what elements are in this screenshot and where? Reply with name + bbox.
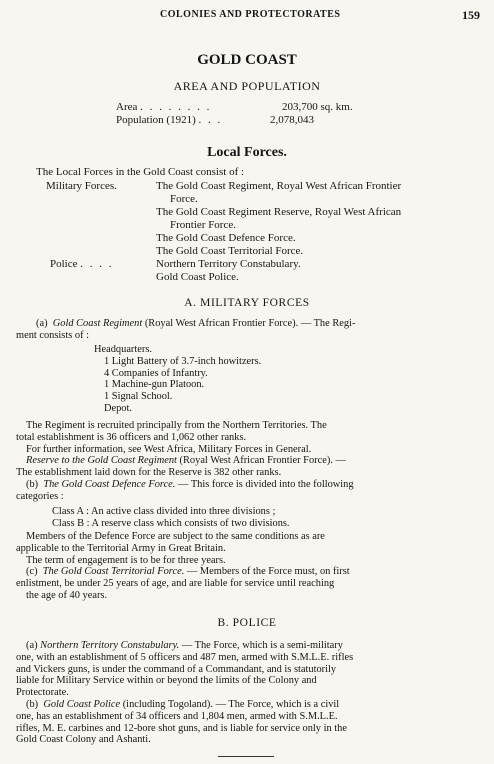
composition-item: 1 Signal School. [104,391,173,403]
local-forces-heading: Local Forces. [207,145,287,160]
composition-item: 1 Light Battery of 3.7-inch howitzers. [104,355,262,367]
police-line: Northern Territory Constabulary. [156,258,301,270]
main-title: GOLD COAST [197,52,297,68]
police-paragraph: (a) Northern Territory Constabulary. — The Force, which is a semi-military one, with an establishment of 5 officers and 487 men, armed with S.M.L.E. rifles and Vickers guns, is under the command of a Commandant, and is statutorily liable for Military Service within or beyond the limits of the Colony and Protectorate. (b) Gold Coast Police (including Togoland). — The Force, which is a civil one, has an establishment of 34 officers and 1,804 men, armed with S.M.L.E. rifles, M. E. carbines and 12-bore shot guns, and is liable for service only in the Gold Coast Colony and Ashanti. [16,640,354,746]
area-label: Area . . . . . . . . [116,101,212,113]
composition-item: 1 Machine-gun Platoon. [104,379,205,391]
military-force-line: Force. [170,193,198,205]
composition-item: 4 Companies of Infantry. [104,367,208,379]
military-force-line: The Gold Coast Territorial Force. [156,245,304,257]
composition-item: Headquarters. [94,344,152,355]
military-force-line: The Gold Coast Regiment, Royal West African Frontier [156,180,402,192]
regiment-paragraph: (a) Gold Coast Regiment (Royal West African Frontier Force). — The Regi- ment consists of : [16,318,356,341]
military-forces-heading: A. MILITARY FORCES [184,297,310,309]
local-forces-intro: The Local Forces in the Gold Coast consist of : [36,166,245,178]
military-force-line: Frontier Force. [170,219,236,231]
regiment-composition [94,344,394,415]
military-force-line: The Gold Coast Defence Force. [156,232,296,244]
police-label: Police . . . . [50,258,114,270]
page-number: 159 [462,8,480,22]
population-value: 2,078,043 [270,114,314,126]
composition-item: Depot. [104,402,132,414]
class-b: Class B : A reserve class which consists of two divisions. [52,517,290,529]
area-value: 203,700 sq. km. [282,101,353,113]
defence-classes [52,506,472,530]
recruitment-paragraph: The Regiment is recruited principally from the Northern Territories. The total establishment is 36 officers and 1,062 other ranks. For further information, see West Africa, Military Forces in General. Reserve to the Gold Coast Regiment (Royal West African Frontier Force). — The establishment laid down for the Reserve is 382 other ranks. (b) The Gold Coast Defence Force. — This force is divided into the following categories : [16,420,354,502]
military-forces-label: Military Forces. [46,180,117,192]
end-rule [218,756,274,757]
police-heading: B. POLICE [217,617,277,629]
sub-title: AREA AND POPULATION [173,79,321,93]
military-force-line: The Gold Coast Regiment Reserve, Royal West African [156,206,402,218]
running-title: COLONIES AND PROTECTORATES [160,9,341,20]
police-line: Gold Coast Police. [156,271,239,283]
defence-members-paragraph: Members of the Defence Force are subject to the same conditions as are applicable to the Territorial Army in Great Britain. The term of engagement is to be for three years. (c) The Gold Coast Territorial Force. — Members of the Force must, on first enlistment, be under 25 years of age, and are liable for service until reaching the age of 40 years. [16,531,350,601]
population-label: Population (1921) . . . [116,114,223,126]
class-a: Class A : An active class divided into three divisions ; [52,506,276,517]
